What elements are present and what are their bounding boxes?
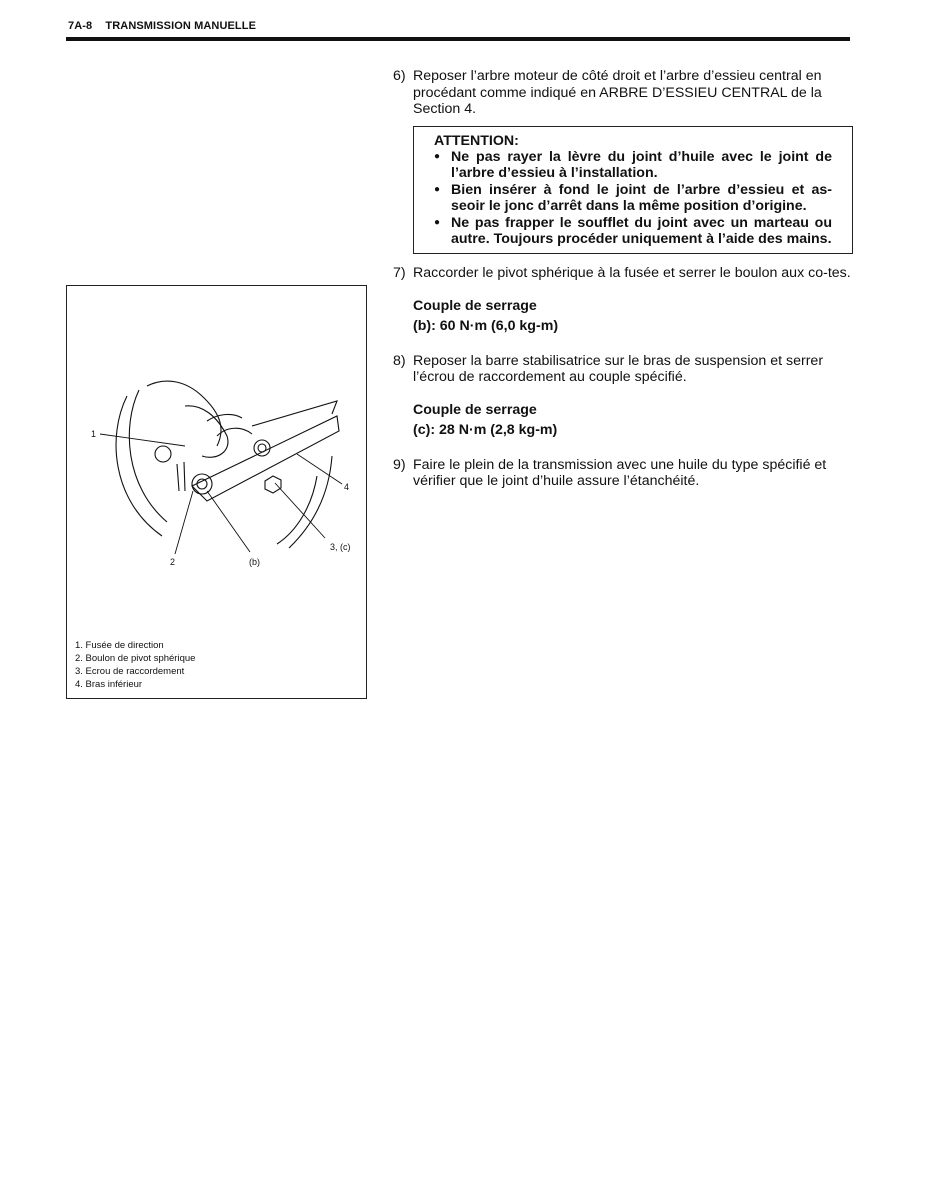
legend-item: 4. Bras inférieur <box>75 679 143 690</box>
header-rule <box>66 37 850 41</box>
page-number: 7A-8 <box>68 20 93 32</box>
torque-spec-c <box>413 402 853 439</box>
torque-spec-b <box>413 298 853 335</box>
attention-item: ● Bien insérer à fond le joint de l’arbre d’essieu et as-seoir le jonc d’arrêt dans la même position d’origine. <box>434 182 832 215</box>
attention-box <box>413 126 853 255</box>
step-number: 9) <box>393 456 406 473</box>
step-number: 8) <box>393 352 406 369</box>
callout-4: 4 <box>344 482 350 492</box>
step-text: Reposer l’arbre moteur de côté droit et l’arbre d’essieu central en procédant comme indiqué en ARBRE D’ESSIEU CENTRAL de la Section 4. <box>413 68 822 117</box>
step-8 <box>393 353 853 386</box>
step-7 <box>393 265 853 282</box>
legend-item: 1. Fusée de direction <box>75 640 164 651</box>
suspension-figure <box>66 285 367 699</box>
callout-3: 3, (c) <box>330 542 351 552</box>
step-number: 6) <box>393 68 406 84</box>
procedure-column <box>393 68 853 490</box>
section-title: TRANSMISSION MANUELLE <box>105 20 257 32</box>
page-header <box>68 20 266 32</box>
figure-legend <box>75 639 195 691</box>
step-9 <box>393 457 853 490</box>
legend-item: 3. Ecrou de raccordement <box>75 666 185 677</box>
torque-title: Couple de serrage <box>413 401 537 418</box>
attention-item: ● Ne pas frapper le soufflet du joint avec un marteau ou autre. Toujours procéder uniquement à l’aide des mains. <box>434 215 832 248</box>
attention-item: ● Ne pas rayer la lèvre du joint d’huile avec le joint de l’arbre d’essieu à l’installation. <box>434 149 832 182</box>
attention-list <box>434 149 832 247</box>
step-text: Reposer la barre stabilisatrice sur le bras de suspension et serrer l’écrou de raccordement au couple spécifié. <box>413 352 824 386</box>
illustration-lines <box>116 381 339 548</box>
suspension-illustration <box>67 286 366 698</box>
step-6 <box>393 68 853 118</box>
torque-value: (c): 28 N·m (2,8 kg-m) <box>413 422 558 439</box>
torque-value: (b): 60 N·m (6,0 kg-m) <box>413 318 559 335</box>
torque-title: Couple de serrage <box>413 297 537 314</box>
step-text: Faire le plein de la transmission avec une huile du type spécifié et vérifier que le joint d’huile assure l’étanchéité. <box>413 456 827 490</box>
step-number: 7) <box>393 265 406 282</box>
legend-item: 2. Boulon de pivot sphérique <box>75 653 196 664</box>
callout-2: 2 <box>170 557 176 567</box>
callout-b: (b) <box>249 557 260 567</box>
attention-title: ATTENTION: <box>434 132 519 149</box>
callout-1: 1 <box>91 429 97 439</box>
step-text: Raccorder le pivot sphérique à la fusée et serrer le boulon aux co-tes. <box>413 265 851 282</box>
